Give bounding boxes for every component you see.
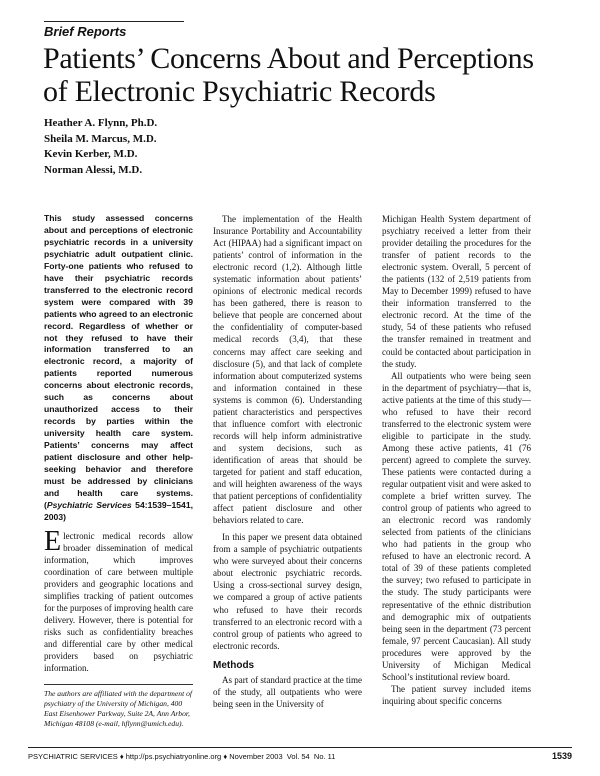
body-paragraph: The patient survey included items inquiring about specific concerns [382,683,531,706]
drop-cap: E [44,525,62,557]
column-2 [213,213,362,710]
section-label: Brief Reports [44,21,184,40]
footer-journal: PSYCHIATRIC SERVICES [28,752,118,761]
body-paragraph: The implementation of the Health Insurance Portability and Accountability Act (HIPAA) had a significant impact on patients’ control of information in the electronic record (1,2). Although little systematic information about patients’ opinions of electronic medical records has been gathered, there is reason to believe that people are concerned about the confidentiality of computer-based medical records (3,4), that these concerns may affect care seeking and disclosure (5), and that lack of complete information about computerized systems and information contained in these systems is common (6). Understanding patient characteristics and perspectives that influence comfort with electronic records will help inform administrative and system decisions, such as identification of areas that should be targeted for patient and staff education, and will heighten awareness of the ways that patient perceptions of confidentiality affect patient disclosure and other behaviors related to care. [213,214,362,526]
abstract-journal: Psychiatric Services [46,499,132,510]
page-footer [28,747,572,764]
author: Kevin Kerber, M.D. [44,148,138,160]
author-list [44,116,157,178]
footer-url[interactable]: http://ps.psychiatryonline.org [125,752,222,761]
footer-volume: Vol. 54 [286,752,310,761]
body-paragraph: In this paper we present data obtained from a sample of psychiatric outpatients who were surveyed about their concerns about electronic psychiatric records. Using a cross-sectional survey design, we compared a group of active patients who refused to have their records transferred to an electronic record with a control group of patients who agreed to electronic records. [213,532,362,651]
author: Heather A. Flynn, Ph.D. [44,117,158,129]
intro-text: lectronic medical records allow broader dissemination of medical information, which improves coordination of care between multiple providers and geographic locations and simplifies tracking of patient outcomes for the purposes of improving health care delivery. However, there is potential for risks such as confidentiality breaches and differential care by other medical providers based on psychiatric information. [44,530,193,674]
abstract-body: This study assessed concerns about and perceptions of electronic psychiatric records in a university psychiatric adult outpatient clinic. Forty-one patients who refused to have their psychiatric records transferred to the electronic record system were compared with 39 patients who agreed to an electronic record. Regardless of whether or not they refused to have their information transferred to an electronic record, a majority of patients reported numerous concerns about electronic records, such as concerns about unauthorized access to their records by parties within the university health care system. Patients’ concerns may affect patient disclosure and other help-seeking behavior and therefore must be addressed by clinicians and health care systems. ( [44,213,193,510]
footer-issue: No. 11 [313,752,336,761]
body-paragraph: Michigan Health System department of psychiatry received a letter from their provider detailing the procedures for the transfer of patient records to the electronic system. Overall, 5 percent of the patients (132 of 2,519 patients from May to December 1999) refused to have their information transferred to the electronic record. At the time of the study, 54 of these patients who refused the transfer remained in treatment and could be contacted about participation in the study. [382,214,531,369]
author-affiliation-footnote: The authors are affiliated with the department of psychiatry of the University of Michigan, 400 East Eisenhower Parkway, Suite 2A, Ann Arbor, Michigan 48108 (e-mail, hflynn@umich.edu). [44,684,193,729]
title-line-1: Patients’ Concerns About and Perceptions [43,42,534,75]
abstract-citation: 54:1539–1541, 2003) [44,499,193,522]
page-number: 1539 [551,751,572,761]
abstract [44,213,193,524]
author: Norman Alessi, M.D. [44,163,143,176]
title-line-2: of Electronic Psychiatric Records [43,75,436,108]
diamond-separator-icon: ♦ [223,752,228,761]
intro-paragraph [44,525,193,675]
body-paragraph: As part of standard practice at the time of the study, all outpatients who were being seen in the University of [213,674,362,709]
column-1 [44,213,193,674]
methods-heading: Methods [213,659,255,671]
diamond-separator-icon: ♦ [119,752,124,761]
footer-citation [28,752,335,761]
body-paragraph: All outpatients who were being seen in the department of psychiatry—that is, active patients at the time of this study—who refused to have their record transferred to the electronic system were eligible to participate in the study. Among these active patients, 41 (76 percent) agreed to complete the survey. These patients were contacted during a regular outpatient visit and were asked to complete a brief written survey. The control group of patients who agreed to an electronic record was randomly selected from patients of the clinicians who had patients in the group who refused to have an electronic record. A total of 39 of these patients completed the survey; two refused to participate in the study. The study participants were representative of the ethnic distribution and demographic mix of outpatients being seen in the department (73 percent female, 97 percent Caucasian). All study procedures were approved by the University of Michigan Medical School’s institutional review board. [382,370,531,682]
column-3 [382,213,531,707]
footer-date: November 2003 [229,752,283,761]
article-title [43,42,563,108]
author: Sheila M. Marcus, M.D. [44,132,157,145]
